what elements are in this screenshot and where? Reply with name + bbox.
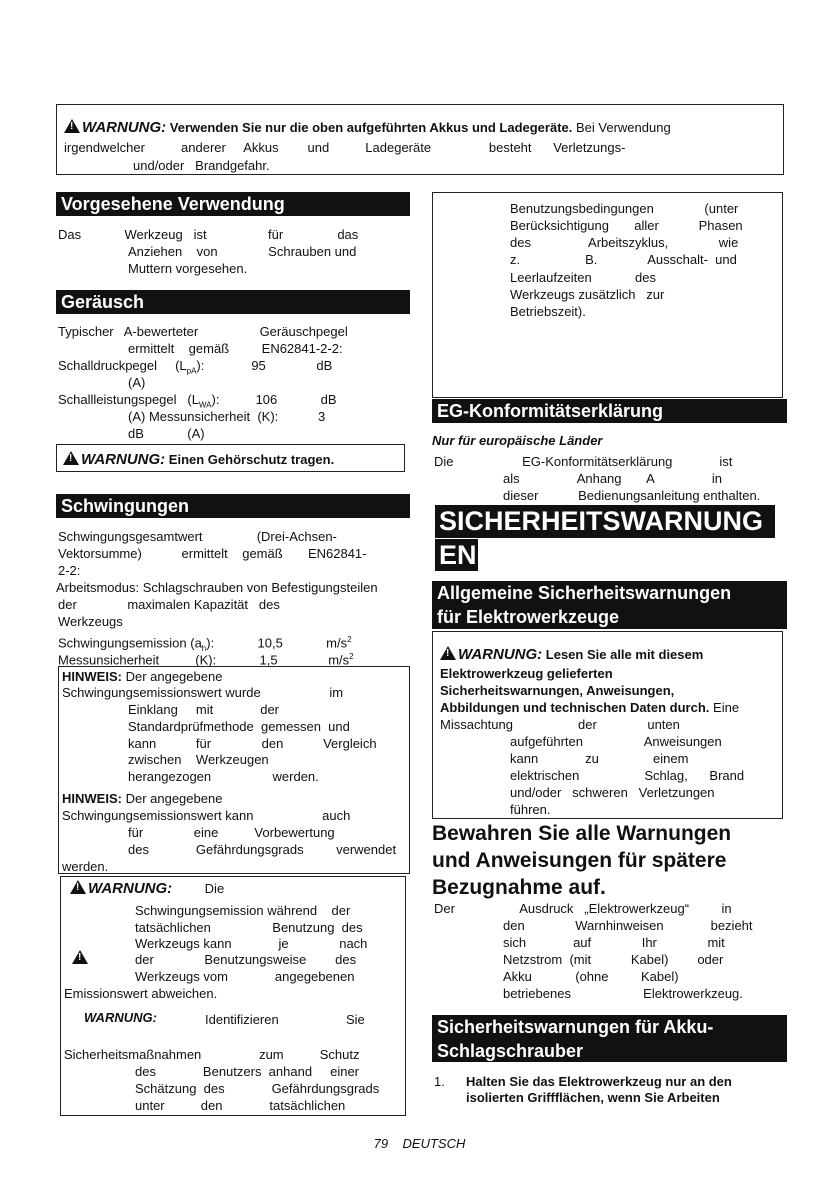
top-warning-label: WARNUNG: bbox=[82, 119, 167, 136]
warn4-line5: unter den tatsächlichen bbox=[135, 1098, 346, 1113]
footer-language: DEUTSCH bbox=[402, 1136, 466, 1151]
conditions-line1: Benutzungsbedingungen (unter bbox=[510, 201, 739, 216]
vibration-line6: Werkzeugs bbox=[58, 614, 123, 629]
eg-line2: als Anhang A in bbox=[503, 471, 722, 486]
warn4-line4: Schätzung des Gefährdungsgrads bbox=[135, 1081, 380, 1096]
noise-line7: dB (A) bbox=[128, 426, 205, 441]
akku-item-line2: isolierten Griffflächen, wenn Sie Arbeiten bbox=[466, 1090, 720, 1105]
vibration-line5: der maximalen Kapazität des bbox=[58, 597, 280, 612]
gen-warn-line9: und/oder schweren Verletzungen bbox=[510, 785, 715, 800]
top-warning-line3: und/oder Brandgefahr. bbox=[133, 158, 270, 173]
warn3-line4: Werkzeugs kann je nach bbox=[135, 936, 368, 951]
hinweis1-line7: herangezogen werden. bbox=[128, 769, 319, 784]
der-line4: Netzstrom (mit Kabel) oder bbox=[503, 952, 724, 967]
eg-subtitle: Nur für europäische Länder bbox=[432, 433, 603, 448]
gen-warn-bold1: Lesen Sie alle mit diesem bbox=[545, 647, 704, 662]
noise-line4: (A) bbox=[128, 375, 146, 390]
hearing-warning bbox=[63, 451, 334, 468]
warn3-line5: der Benutzungsweise des bbox=[135, 952, 357, 967]
hinweis1-line3: Einklang mit der bbox=[128, 702, 279, 717]
eg-line3: dieser Bedienungsanleitung enthalten. bbox=[503, 488, 761, 503]
bewahren-line1: Bewahren Sie alle Warnungen bbox=[432, 822, 732, 845]
gen-warn-line1 bbox=[440, 646, 703, 663]
hinweis2-line1 bbox=[62, 790, 222, 807]
noise-line6: (A) Messunsicherheit (K): 3 bbox=[128, 409, 326, 424]
warning-icon bbox=[64, 119, 80, 133]
warn4-line3: des Benutzers anhand einer bbox=[135, 1064, 360, 1079]
akku-item-line1: Halten Sie das Elektrowerkzeug nur an den bbox=[466, 1074, 732, 1089]
warning-triangle-icon bbox=[72, 950, 88, 964]
der-line2: den Warnhinweisen bezieht bbox=[503, 918, 753, 933]
vibration-line2: Vektorsumme) ermittelt gemäß EN62841- bbox=[58, 546, 367, 561]
gen-warn-line7: kann zu einem bbox=[510, 751, 689, 766]
hinweis2-text1: Der angegebene bbox=[125, 791, 223, 806]
section-title-schwingungen: Schwingungen bbox=[56, 494, 410, 518]
gen-warn-line5: Missachtung der unten bbox=[440, 717, 680, 732]
hinweis1-line1 bbox=[62, 668, 222, 685]
sound-power-label: Schallleistungspegel (L bbox=[58, 392, 199, 407]
der-line3: sich auf Ihr mit bbox=[503, 935, 725, 950]
akku-item-number: 1. bbox=[434, 1074, 445, 1089]
gen-warn-label: WARNUNG: bbox=[458, 646, 543, 663]
vibration-emission-label: Schwingungsemission (a bbox=[58, 635, 202, 651]
vibration-emission-sub: h bbox=[201, 643, 207, 653]
conditions-line3: des Arbeitszyklus, wie bbox=[510, 235, 739, 250]
noise-line3 bbox=[58, 357, 332, 380]
warning-icon-standalone bbox=[72, 950, 90, 966]
gen-warn-line8: elektrischen Schlag, Brand bbox=[510, 768, 745, 783]
eg-line1: Die EG-Konformitätserklärung ist bbox=[434, 454, 733, 469]
noise-line1: Typischer A-bewerteter Geräuschpegel bbox=[58, 324, 348, 339]
warn4-label: WARNUNG: bbox=[84, 1010, 157, 1025]
warn4-text1a: Identifizieren bbox=[205, 1012, 279, 1027]
hinweis1-text1: Der angegebene bbox=[125, 669, 223, 684]
warn3-text1: Die bbox=[204, 881, 225, 896]
top-warning-bold: Verwenden Sie nur die oben aufgeführten Akkus und Ladegeräte. bbox=[169, 120, 573, 135]
akku-title-2: Schlagschrauber bbox=[432, 1039, 787, 1062]
vibration-line1: Schwingungsgesamtwert (Drei-Achsen- bbox=[58, 529, 337, 544]
warn4-line2: Sicherheitsmaßnahmen zum Schutz bbox=[64, 1047, 360, 1062]
warn3-label: WARNUNG: bbox=[88, 880, 173, 897]
noise-line2: ermittelt gemäß EN62841-2-2: bbox=[128, 341, 343, 356]
vibration-emission-sup: 2 bbox=[347, 635, 352, 644]
intended-use-line3: Muttern vorgesehen. bbox=[128, 261, 248, 276]
hinweis2-line5: werden. bbox=[62, 859, 109, 874]
allgemeine-title-2: für Elektrowerkzeuge bbox=[432, 605, 787, 629]
sound-power-sub: WA bbox=[198, 400, 212, 410]
intended-use-line2: Anziehen von Schrauben und bbox=[128, 244, 357, 259]
akku-title-1: Sicherheitswarnungen für Akku- bbox=[432, 1015, 787, 1039]
sicherheitswarnung-title: SICHERHEITSWARNUNG bbox=[435, 505, 775, 538]
conditions-line2: Berücksichtigung aller Phasen bbox=[510, 218, 743, 233]
vibration-line4: Arbeitsmodus: Schlagschrauben von Befestigungsteilen bbox=[56, 580, 378, 595]
der-line5: Akku (ohne Kabel) bbox=[503, 969, 679, 984]
top-warning-text1: Bei Verwendung bbox=[576, 120, 671, 135]
intended-use-line1: Das Werkzeug ist für das bbox=[58, 227, 359, 242]
conditions-line7: Betriebszeit). bbox=[510, 304, 586, 319]
footer bbox=[0, 1135, 839, 1152]
der-line1: Der Ausdruck „Elektrowerkzeug“ in bbox=[434, 901, 732, 916]
conditions-line4: z. B. Ausschalt- und bbox=[510, 252, 737, 267]
gen-warn-bold4: Abbildungen und technischen Daten durch. bbox=[440, 700, 710, 715]
hinweis1-line5: kann für den Vergleich bbox=[128, 736, 377, 751]
warn3-line1 bbox=[70, 880, 224, 897]
section-title-eg-konformitaet: EG-Konformitätserklärung bbox=[432, 399, 787, 423]
warn4-text1b: Sie bbox=[346, 1012, 365, 1027]
hinweis1-line6: zwischen Werkzeugen bbox=[128, 752, 269, 767]
vibration-uncertainty-sup: 2 bbox=[349, 652, 354, 661]
conditions-line5: Leerlaufzeiten des bbox=[510, 270, 656, 285]
gen-warn-line2: Elektrowerkzeug gelieferten bbox=[440, 666, 613, 681]
hinweis1-line2: Schwingungsemissionswert wurde im bbox=[62, 685, 344, 700]
hearing-warning-text: Einen Gehörschutz tragen. bbox=[168, 452, 335, 467]
top-warning-line2: irgendwelcher anderer Akkus und Ladegeräte besteht Verletzungs- bbox=[64, 140, 626, 155]
hinweis2-line4: des Gefährdungsgrads verwendet bbox=[128, 842, 397, 857]
warn3-line6: Werkzeugs vom angegebenen bbox=[135, 969, 355, 984]
sound-power-value: ): 106 dB bbox=[211, 392, 337, 407]
gen-warn-line3: Sicherheitswarnungen, Anweisungen, bbox=[440, 683, 675, 698]
gen-warn-line6: aufgeführten Anweisungen bbox=[510, 734, 722, 749]
sound-pressure-label: Schalldruckpegel (L bbox=[58, 358, 187, 373]
hearing-warning-label: WARNUNG: bbox=[81, 451, 166, 468]
section-title-geraeusch: Geräusch bbox=[56, 290, 410, 314]
hinweis1-label: HINWEIS: bbox=[62, 669, 122, 684]
gen-warn-text4: Eine bbox=[713, 700, 740, 715]
hinweis2-label: HINWEIS: bbox=[62, 791, 122, 806]
vibration-uncertainty: Messunsicherheit (K): 1,5 m/s bbox=[58, 652, 350, 668]
bewahren-line3: Bezugnahme auf. bbox=[432, 876, 606, 899]
top-warning-line1 bbox=[64, 119, 779, 136]
hinweis2-line2: Schwingungsemissionswert kann auch bbox=[62, 808, 351, 823]
warning-icon bbox=[70, 880, 86, 894]
gen-warn-line4 bbox=[440, 699, 739, 716]
gen-warn-line10: führen. bbox=[510, 802, 551, 817]
vibration-line3: 2-2: bbox=[58, 563, 81, 578]
section-title-vorgesehene-verwendung: Vorgesehene Verwendung bbox=[56, 192, 410, 216]
hinweis1-line4: Standardprüfmethode gemessen und bbox=[128, 719, 350, 734]
der-line6: betriebenes Elektrowerkzeug. bbox=[503, 986, 743, 1001]
conditions-line6: Werkzeugs zusätzlich zur bbox=[510, 287, 665, 302]
warning-icon bbox=[440, 646, 456, 660]
warn3-line7: Emissionswert abweichen. bbox=[64, 986, 218, 1001]
warn3-line3: tatsächlichen Benutzung des bbox=[135, 920, 363, 935]
hinweis2-line3: für eine Vorbewertung bbox=[128, 825, 335, 840]
warn3-line2: Schwingungsemission während der bbox=[135, 903, 351, 918]
sound-pressure-value: ): 95 dB bbox=[196, 358, 333, 373]
page-number: 79 bbox=[373, 1136, 389, 1151]
sound-pressure-sub: pA bbox=[186, 366, 197, 376]
warning-icon bbox=[63, 451, 79, 465]
sicherheitswarnung-en: EN bbox=[435, 539, 478, 571]
allgemeine-title-1: Allgemeine Sicherheitswarnungen bbox=[432, 581, 787, 605]
vibration-emission-value: ): 10,5 m/s bbox=[206, 635, 348, 651]
bewahren-line2: und Anweisungen für spätere bbox=[432, 849, 727, 872]
